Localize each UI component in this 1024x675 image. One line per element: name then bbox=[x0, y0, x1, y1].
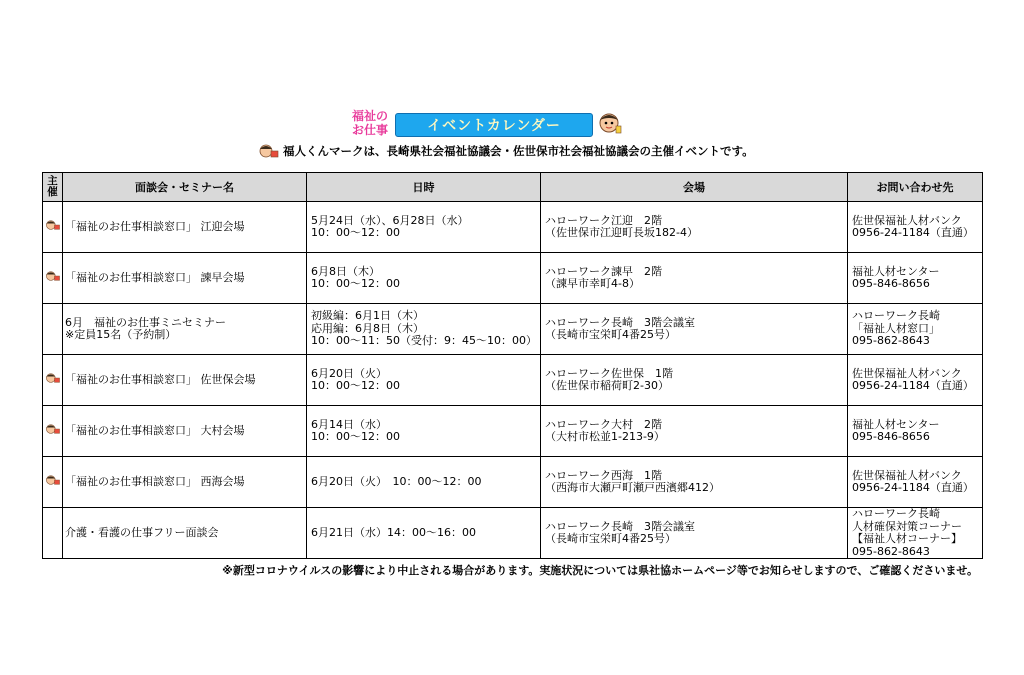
event-contact: ハローワーク長崎 「福祉人材窓口」 095-862-8643 bbox=[852, 309, 940, 348]
event-name: 「福祉のお仕事相談窓口」 大村会場 bbox=[65, 423, 245, 437]
mascot-mark-icon bbox=[258, 143, 280, 159]
event-contact: 福祉人材センター 095-846-8656 bbox=[852, 417, 940, 443]
table-row bbox=[43, 355, 983, 406]
col-header-contact: お問い合わせ先 bbox=[848, 173, 983, 202]
col-header-event: 面談会・セミナー名 bbox=[63, 173, 307, 202]
event-calendar-table bbox=[42, 172, 983, 559]
event-venue: ハローワーク諫早 2階 （諫早市幸町4-8） bbox=[545, 264, 662, 290]
host-mark-cell bbox=[43, 355, 63, 406]
mascot-mark-icon bbox=[45, 219, 61, 231]
host-mark-cell bbox=[43, 253, 63, 304]
event-datetime: 6月21日（水）14：00～16：00 bbox=[311, 525, 476, 539]
mascot-mark-icon bbox=[45, 372, 61, 384]
covid-notice: ※新型コロナウイルスの影響により中止される場合があります。実施状況については県社協ホームページ等でお知らせしますので、ご確認くださいませ。 bbox=[222, 564, 978, 577]
host-mark-cell bbox=[43, 457, 63, 508]
table-header-row bbox=[43, 173, 983, 202]
table-row bbox=[43, 508, 983, 559]
col-header-venue: 会場 bbox=[541, 173, 848, 202]
banner-title: イベントカレンダー bbox=[427, 118, 561, 134]
event-name: 「福祉のお仕事相談窓口」 西海会場 bbox=[65, 474, 245, 488]
event-venue: ハローワーク西海 1階 （西海市大瀬戸町瀬戸西濱郷412） bbox=[545, 468, 720, 494]
event-datetime: 6月8日（木） 10：00～12：00 bbox=[311, 264, 400, 290]
event-name: 6月 福祉のお仕事ミニセミナー ※定員15名（予約制） bbox=[65, 315, 226, 341]
mascot-mark-icon bbox=[45, 474, 61, 486]
table-row bbox=[43, 304, 983, 355]
page-header bbox=[0, 106, 1024, 140]
event-datetime: 6月20日（火） 10：00～12：00 bbox=[311, 474, 482, 488]
event-contact: 福祉人材センター 095-846-8656 bbox=[852, 264, 940, 290]
host-mark-cell-empty bbox=[43, 508, 63, 559]
event-venue: ハローワーク長崎 3階会議室 （長崎市宝栄町4番25号） bbox=[545, 519, 695, 545]
mascot-mark-icon bbox=[45, 423, 61, 435]
table-row bbox=[43, 202, 983, 253]
table-row bbox=[43, 253, 983, 304]
host-mark-note bbox=[258, 143, 754, 159]
event-datetime: 初級編：6月1日（木） 応用編：6月8日（木） 10：00～11：50（受付：9：45～10：00） bbox=[311, 309, 537, 348]
event-datetime: 5月24日（水）、6月28日（水） 10：00～12：00 bbox=[311, 213, 469, 239]
host-mark-cell bbox=[43, 202, 63, 253]
table-row bbox=[43, 457, 983, 508]
event-contact: ハローワーク長崎 人材確保対策コーナー 【福祉人材コーナー】 095-862-8643 bbox=[852, 507, 962, 558]
host-mark-cell bbox=[43, 406, 63, 457]
event-venue: ハローワーク長崎 3階会議室 （長崎市宝栄町4番25号） bbox=[545, 315, 695, 341]
logo-line-1: 福祉の bbox=[351, 109, 388, 123]
event-contact: 佐世保福祉人材バンク 0956-24-1184（直通） bbox=[852, 366, 974, 392]
event-name: 「福祉のお仕事相談窓口」 佐世保会場 bbox=[65, 372, 256, 386]
event-contact: 佐世保福祉人材バンク 0956-24-1184（直通） bbox=[852, 468, 974, 494]
logo-line-2: お仕事 bbox=[351, 123, 388, 137]
event-contact: 佐世保福祉人材バンク 0956-24-1184（直通） bbox=[852, 213, 974, 239]
event-name: 「福祉のお仕事相談窓口」 江迎会場 bbox=[65, 219, 245, 233]
event-name: 「福祉のお仕事相談窓口」 諫早会場 bbox=[65, 270, 245, 284]
event-name: 介護・看護の仕事フリー面談会 bbox=[65, 525, 219, 539]
table-row bbox=[43, 406, 983, 457]
fukushi-logo bbox=[349, 109, 391, 139]
event-venue: ハローワーク佐世保 1階 （佐世保市稲荷町2-30） bbox=[545, 366, 673, 392]
event-calendar-banner bbox=[395, 113, 593, 137]
mascot-icon bbox=[596, 110, 622, 136]
event-venue: ハローワーク江迎 2階 （佐世保市江迎町長坂182-4） bbox=[545, 213, 698, 239]
col-header-host: 主催 bbox=[43, 173, 63, 202]
col-header-datetime: 日時 bbox=[307, 173, 541, 202]
host-mark-text: 福人くんマークは、長崎県社会福祉協議会・佐世保市社会福祉協議会の主催イベントです。 bbox=[283, 144, 754, 158]
event-datetime: 6月20日（火） 10：00～12：00 bbox=[311, 366, 400, 392]
event-datetime: 6月14日（水） 10：00～12：00 bbox=[311, 417, 400, 443]
host-mark-cell-empty bbox=[43, 304, 63, 355]
event-venue: ハローワーク大村 2階 （大村市松並1-213-9） bbox=[545, 417, 665, 443]
mascot-mark-icon bbox=[45, 270, 61, 282]
